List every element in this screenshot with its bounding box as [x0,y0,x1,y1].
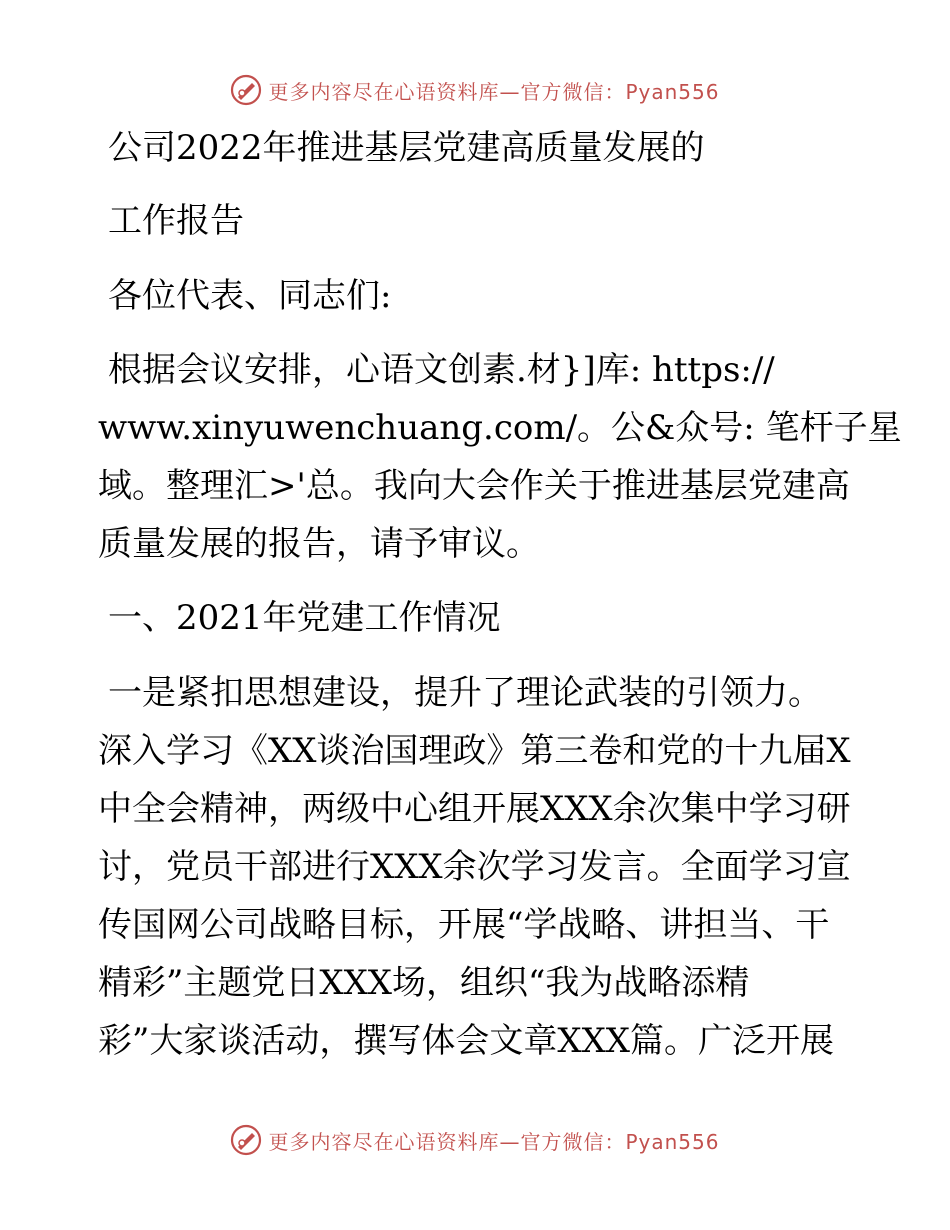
footer-banner [0,1120,950,1160]
salutation: 各位代表、同志们: [108,276,392,316]
header-banner-text: 更多内容尽在心语资料库—官方微信：Pyan556 [268,79,720,104]
intro-line: www.xinyuwenchuang.com/。公&众号: 笔杆子星 [98,408,902,448]
document-title-line-1: 公司2022年推进基层党建高质量发展的 [108,128,705,168]
paragraph-line: 深入学习《XX谈治国理政》第三卷和党的十九届X [98,731,851,771]
paragraph-line: 讨，党员干部进行XXX余次学习发言。全面学习宣 [98,847,851,887]
section-heading: 一、2021年党建工作情况 [108,598,501,638]
footer-banner-text: 更多内容尽在心语资料库—官方微信：Pyan556 [268,1129,720,1154]
intro-line: 质量发展的报告，请予审议。 [98,524,540,564]
paragraph-line: 精彩”主题党日XXX场，组织“我为战略添精 [98,963,750,1003]
intro-line: 域。整理汇>'总。我向大会作关于推进基层党建高 [98,466,850,506]
pen-logo-icon [230,1124,262,1156]
paragraph-line: 传国网公司战略目标，开展“学战略、讲担当、干 [98,905,830,945]
intro-line: 根据会议安排，心语文创素.材}]库: https:// [108,350,775,390]
paragraph-line: 一是紧扣思想建设，提升了理论武装的引领力。 [108,673,822,713]
paragraph-line: 彩”大家谈活动，撰写体会文章XXX篇。广泛开展 [98,1021,834,1061]
paragraph-line: 中全会精神，两级中心组开展XXX余次集中学习研 [98,789,851,829]
pen-logo-icon [230,74,262,106]
header-banner [0,70,950,110]
document-title-line-2: 工作报告 [108,201,244,241]
